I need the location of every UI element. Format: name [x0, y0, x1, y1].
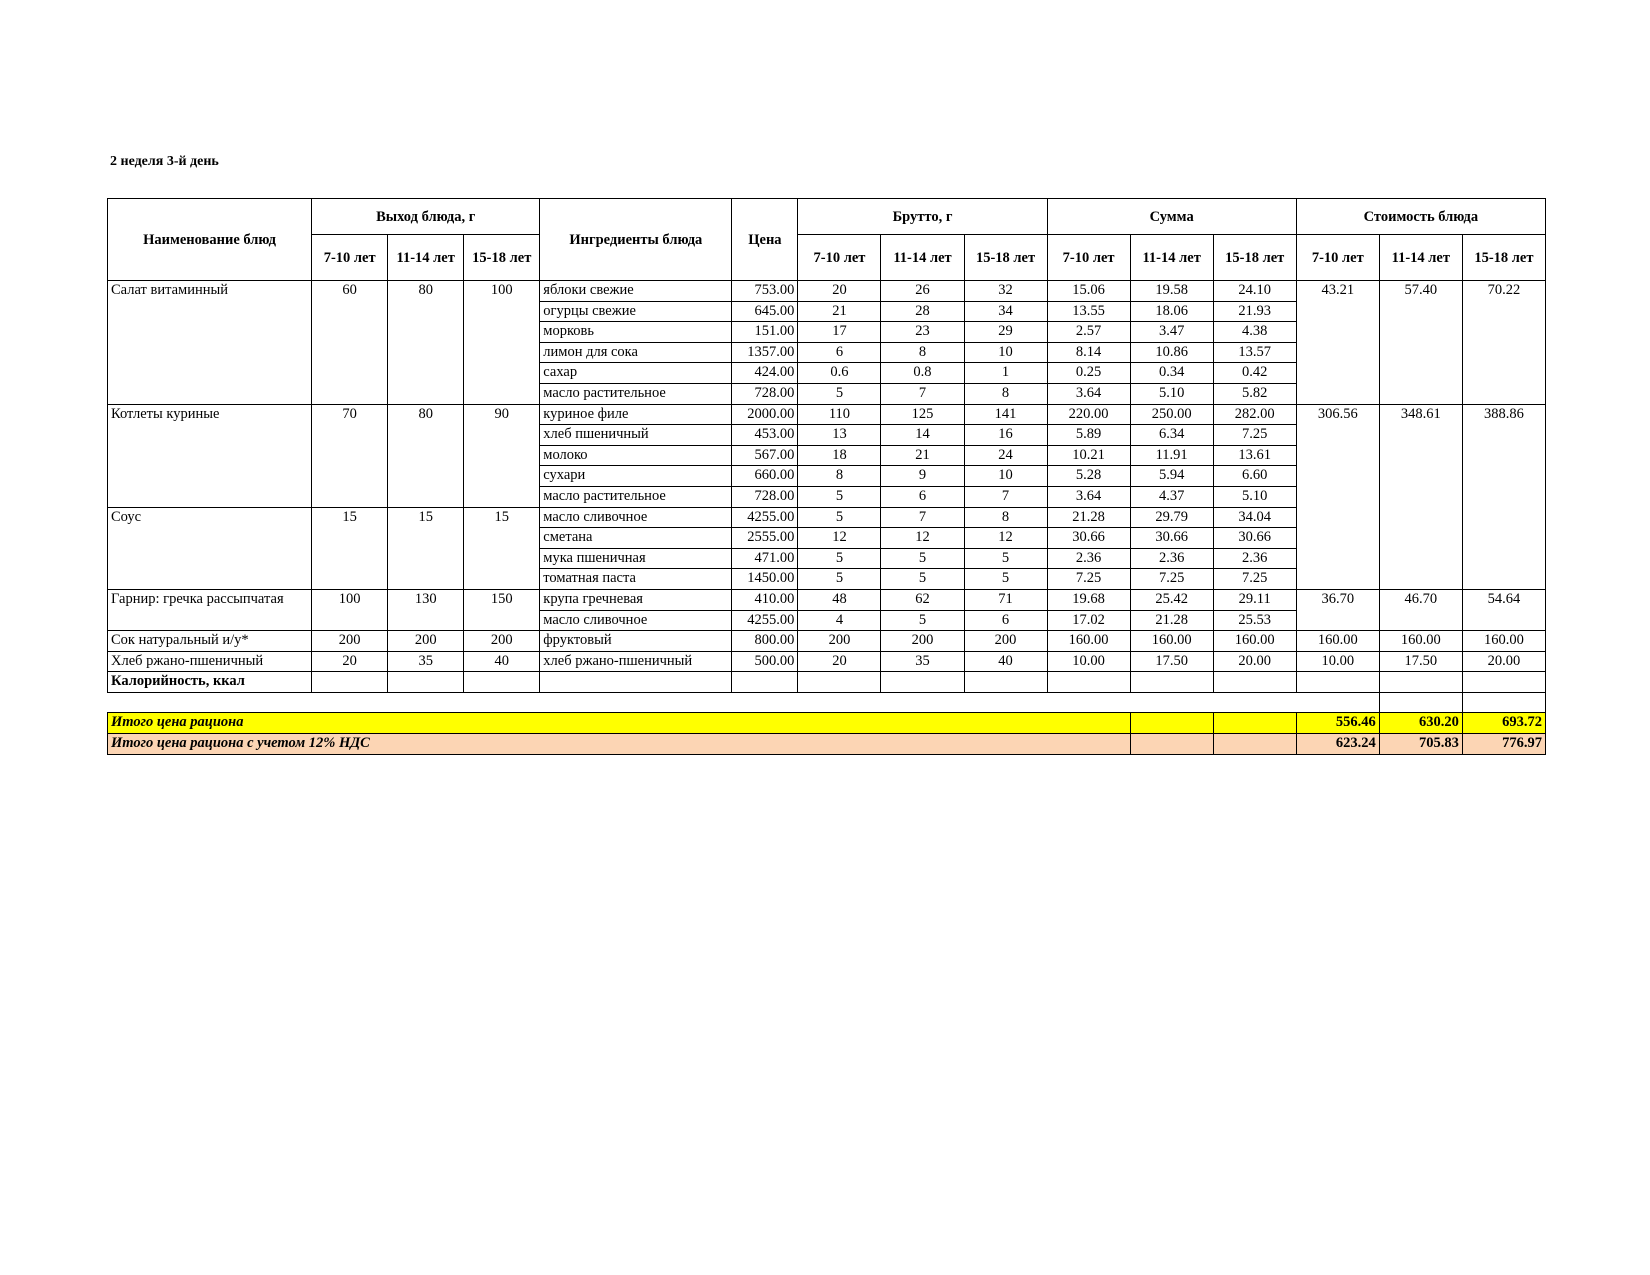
- ingredient-brutto: 32: [964, 281, 1047, 302]
- dish-output: 100: [464, 281, 540, 405]
- ingredient-brutto: 200: [964, 631, 1047, 652]
- dish-name: Хлеб ржано-пшеничный: [108, 651, 312, 672]
- dish-cost: 70.22: [1462, 281, 1545, 405]
- ingredient-brutto: 9: [881, 466, 964, 487]
- ingredient-price: 151.00: [732, 322, 798, 343]
- empty-cell: [1462, 692, 1545, 713]
- ingredient-name: огурцы свежие: [540, 301, 732, 322]
- empty-cell: [1130, 692, 1213, 713]
- ingredient-sum: 7.25: [1213, 569, 1296, 590]
- empty-cell: [1379, 672, 1462, 693]
- empty-cell: [312, 672, 388, 693]
- ingredient-brutto: 1: [964, 363, 1047, 384]
- ingredient-sum: 21.28: [1047, 507, 1130, 528]
- ingredient-brutto: 5: [881, 569, 964, 590]
- ingredient-brutto: 40: [964, 651, 1047, 672]
- ingredient-brutto: 16: [964, 425, 1047, 446]
- dish-output: 15: [464, 507, 540, 589]
- ingredient-brutto: 20: [798, 281, 881, 302]
- header-cost: Стоимость блюда: [1296, 199, 1545, 235]
- dish-name: Гарнир: гречка рассыпчатая: [108, 589, 312, 630]
- ingredient-brutto: 0.6: [798, 363, 881, 384]
- ingredient-price: 4255.00: [732, 507, 798, 528]
- ingredient-brutto: 200: [881, 631, 964, 652]
- dish-output: 60: [312, 281, 388, 405]
- ingredient-brutto: 62: [881, 589, 964, 610]
- ingredient-sum: 3.64: [1047, 383, 1130, 404]
- ingredient-sum: 8.14: [1047, 342, 1130, 363]
- dish-cost: 10.00: [1296, 651, 1379, 672]
- ingredient-price: 645.00: [732, 301, 798, 322]
- total-row: [108, 713, 1546, 734]
- ingredient-brutto: 34: [964, 301, 1047, 322]
- dish-cost: 36.70: [1296, 589, 1379, 630]
- ingredient-brutto: 5: [964, 569, 1047, 590]
- ingredient-name: масло сливочное: [540, 507, 732, 528]
- ingredient-sum: 160.00: [1213, 631, 1296, 652]
- total-value: 705.83: [1379, 734, 1462, 755]
- ingredient-sum: 30.66: [1047, 528, 1130, 549]
- header-age-cost: 15-18 лет: [1462, 235, 1545, 281]
- ingredient-brutto: 8: [964, 507, 1047, 528]
- dish-cost: 17.50: [1379, 651, 1462, 672]
- empty-cell: [1462, 672, 1545, 693]
- empty-cell: [540, 672, 732, 693]
- ingredient-sum: 2.36: [1130, 548, 1213, 569]
- ingredient-sum: 15.06: [1047, 281, 1130, 302]
- ingredient-sum: 24.10: [1213, 281, 1296, 302]
- header-age-output: 11-14 лет: [388, 235, 464, 281]
- ingredient-sum: 5.10: [1130, 383, 1213, 404]
- empty-cell: [1213, 734, 1296, 755]
- ingredient-price: 410.00: [732, 589, 798, 610]
- dish-output: 15: [388, 507, 464, 589]
- ingredient-sum: 25.42: [1130, 589, 1213, 610]
- ingredient-price: 1450.00: [732, 569, 798, 590]
- ingredient-sum: 250.00: [1130, 404, 1213, 425]
- empty-cell: [964, 672, 1047, 693]
- ingredient-name: крупа гречневая: [540, 589, 732, 610]
- ingredient-brutto: 8: [964, 383, 1047, 404]
- ingredient-sum: 3.47: [1130, 322, 1213, 343]
- ingredient-brutto: 21: [881, 445, 964, 466]
- dish-cost: 54.64: [1462, 589, 1545, 630]
- dish-cost: 388.86: [1462, 404, 1545, 589]
- ingredient-sum: 25.53: [1213, 610, 1296, 631]
- ingredient-sum: 30.66: [1130, 528, 1213, 549]
- ingredient-sum: 7.25: [1130, 569, 1213, 590]
- ingredient-brutto: 13: [798, 425, 881, 446]
- ingredient-brutto: 10: [964, 466, 1047, 487]
- ingredient-row: [108, 404, 1546, 425]
- ingredient-brutto: 12: [798, 528, 881, 549]
- empty-cell: [388, 692, 464, 713]
- dish-cost: 306.56: [1296, 404, 1379, 589]
- dish-output: 200: [464, 631, 540, 652]
- dish-output: 70: [312, 404, 388, 507]
- ingredient-name: масло растительное: [540, 383, 732, 404]
- ingredient-sum: 11.91: [1130, 445, 1213, 466]
- ingredient-brutto: 24: [964, 445, 1047, 466]
- ingredient-price: 567.00: [732, 445, 798, 466]
- empty-cell: [798, 692, 881, 713]
- ingredient-name: сахар: [540, 363, 732, 384]
- header-age-cost: 11-14 лет: [1379, 235, 1462, 281]
- empty-cell: [464, 672, 540, 693]
- ingredient-sum: 20.00: [1213, 651, 1296, 672]
- ingredient-brutto: 6: [964, 610, 1047, 631]
- dish-cost: 57.40: [1379, 281, 1462, 405]
- ingredient-sum: 34.04: [1213, 507, 1296, 528]
- dish-output: 130: [388, 589, 464, 630]
- ingredient-sum: 13.57: [1213, 342, 1296, 363]
- ingredient-brutto: 29: [964, 322, 1047, 343]
- ingredient-row: [108, 589, 1546, 610]
- ingredient-brutto: 12: [964, 528, 1047, 549]
- empty-cell: [312, 692, 388, 713]
- ingredient-brutto: 5: [964, 548, 1047, 569]
- ingredient-sum: 4.37: [1130, 486, 1213, 507]
- header-dish-name: Наименование блюд: [108, 199, 312, 281]
- empty-cell: [732, 692, 798, 713]
- ingredient-price: 728.00: [732, 383, 798, 404]
- ingredient-name: куриное филе: [540, 404, 732, 425]
- ingredient-sum: 10.00: [1047, 651, 1130, 672]
- dish-output: 90: [464, 404, 540, 507]
- ingredient-brutto: 10: [964, 342, 1047, 363]
- empty-cell: [108, 692, 312, 713]
- empty-cell: [732, 672, 798, 693]
- ingredient-brutto: 7: [964, 486, 1047, 507]
- ingredient-sum: 6.60: [1213, 466, 1296, 487]
- header-age-sum: 15-18 лет: [1213, 235, 1296, 281]
- ingredient-brutto: 71: [964, 589, 1047, 610]
- dish-output: 15: [312, 507, 388, 589]
- empty-cell: [798, 672, 881, 693]
- ingredient-sum: 2.57: [1047, 322, 1130, 343]
- ingredient-price: 1357.00: [732, 342, 798, 363]
- empty-cell: [881, 692, 964, 713]
- ingredient-brutto: 48: [798, 589, 881, 610]
- ingredient-row: [108, 281, 1546, 302]
- header-age-sum: 7-10 лет: [1047, 235, 1130, 281]
- ingredient-sum: 220.00: [1047, 404, 1130, 425]
- ingredient-row: [108, 651, 1546, 672]
- empty-cell: [1130, 672, 1213, 693]
- dish-name: Соус: [108, 507, 312, 589]
- dish-output: 80: [388, 404, 464, 507]
- ingredient-brutto: 26: [881, 281, 964, 302]
- ingredient-name: хлеб пшеничный: [540, 425, 732, 446]
- ingredient-sum: 21.28: [1130, 610, 1213, 631]
- ingredient-sum: 0.42: [1213, 363, 1296, 384]
- ingredient-brutto: 8: [798, 466, 881, 487]
- ingredient-brutto: 125: [881, 404, 964, 425]
- empty-cell: [1130, 713, 1213, 734]
- ingredient-name: масло растительное: [540, 486, 732, 507]
- dish-output: 20: [312, 651, 388, 672]
- ingredient-brutto: 7: [881, 507, 964, 528]
- ingredient-sum: 7.25: [1213, 425, 1296, 446]
- ingredient-brutto: 5: [798, 569, 881, 590]
- empty-cell: [1047, 672, 1130, 693]
- ingredient-sum: 19.68: [1047, 589, 1130, 610]
- dish-output: 150: [464, 589, 540, 630]
- ingredient-sum: 2.36: [1047, 548, 1130, 569]
- ingredient-sum: 17.50: [1130, 651, 1213, 672]
- header-ingredients: Ингредиенты блюда: [540, 199, 732, 281]
- ingredient-brutto: 200: [798, 631, 881, 652]
- ingredient-brutto: 141: [964, 404, 1047, 425]
- ingredient-price: 4255.00: [732, 610, 798, 631]
- ingredient-brutto: 23: [881, 322, 964, 343]
- ingredient-sum: 6.34: [1130, 425, 1213, 446]
- ingredient-price: 753.00: [732, 281, 798, 302]
- header-age-cost: 7-10 лет: [1296, 235, 1379, 281]
- calories-row: [108, 672, 1546, 693]
- ingredient-name: лимон для сока: [540, 342, 732, 363]
- ingredient-name: мука пшеничная: [540, 548, 732, 569]
- ingredient-name: молоко: [540, 445, 732, 466]
- total-value: 623.24: [1296, 734, 1379, 755]
- dish-name: Котлеты куриные: [108, 404, 312, 507]
- dish-cost: 348.61: [1379, 404, 1462, 589]
- ingredient-price: 2000.00: [732, 404, 798, 425]
- total-label: Итого цена рациона: [108, 713, 1131, 734]
- ingredient-brutto: 17: [798, 322, 881, 343]
- ingredient-sum: 21.93: [1213, 301, 1296, 322]
- total-label: Итого цена рациона с учетом 12% НДС: [108, 734, 1131, 755]
- ingredient-sum: 18.06: [1130, 301, 1213, 322]
- dish-output: 200: [388, 631, 464, 652]
- header-age-output: 7-10 лет: [312, 235, 388, 281]
- total-value: 630.20: [1379, 713, 1462, 734]
- empty-cell: [1296, 692, 1379, 713]
- dish-cost: 160.00: [1379, 631, 1462, 652]
- menu-cost-table: [107, 198, 1546, 755]
- ingredient-sum: 10.86: [1130, 342, 1213, 363]
- ingredient-row: [108, 631, 1546, 652]
- empty-cell: [881, 672, 964, 693]
- dish-cost: 43.21: [1296, 281, 1379, 405]
- header-age-brutto: 7-10 лет: [798, 235, 881, 281]
- ingredient-brutto: 7: [881, 383, 964, 404]
- ingredient-brutto: 6: [881, 486, 964, 507]
- empty-cell: [964, 692, 1047, 713]
- ingredient-brutto: 20: [798, 651, 881, 672]
- dish-cost: 160.00: [1462, 631, 1545, 652]
- ingredient-sum: 30.66: [1213, 528, 1296, 549]
- empty-cell: [1047, 692, 1130, 713]
- ingredient-brutto: 8: [881, 342, 964, 363]
- empty-cell: [1296, 672, 1379, 693]
- empty-cell: [388, 672, 464, 693]
- ingredient-sum: 0.34: [1130, 363, 1213, 384]
- ingredient-name: хлеб ржано-пшеничный: [540, 651, 732, 672]
- ingredient-name: фруктовый: [540, 631, 732, 652]
- empty-cell: [1213, 672, 1296, 693]
- dish-output: 100: [312, 589, 388, 630]
- ingredient-sum: 5.10: [1213, 486, 1296, 507]
- ingredient-name: масло сливочное: [540, 610, 732, 631]
- page-title: 2 неделя 3-й день: [110, 154, 219, 169]
- empty-cell: [1213, 713, 1296, 734]
- header-output: Выход блюда, г: [312, 199, 540, 235]
- ingredient-price: 500.00: [732, 651, 798, 672]
- ingredient-name: томатная паста: [540, 569, 732, 590]
- dish-output: 200: [312, 631, 388, 652]
- dish-cost: 160.00: [1296, 631, 1379, 652]
- ingredient-price: 728.00: [732, 486, 798, 507]
- total-row: [108, 734, 1546, 755]
- ingredient-sum: 282.00: [1213, 404, 1296, 425]
- calories-label: Калорийность, ккал: [108, 672, 312, 693]
- ingredient-sum: 160.00: [1047, 631, 1130, 652]
- ingredient-sum: 4.38: [1213, 322, 1296, 343]
- ingredient-sum: 17.02: [1047, 610, 1130, 631]
- ingredient-sum: 5.89: [1047, 425, 1130, 446]
- ingredient-sum: 29.11: [1213, 589, 1296, 610]
- ingredient-brutto: 35: [881, 651, 964, 672]
- ingredient-brutto: 110: [798, 404, 881, 425]
- ingredient-sum: 13.61: [1213, 445, 1296, 466]
- ingredient-brutto: 18: [798, 445, 881, 466]
- empty-cell: [464, 692, 540, 713]
- empty-cell: [1130, 734, 1213, 755]
- empty-cell: [540, 692, 732, 713]
- dish-name: Сок натуральный и/у*: [108, 631, 312, 652]
- total-value: 556.46: [1296, 713, 1379, 734]
- dish-cost: 20.00: [1462, 651, 1545, 672]
- header-age-brutto: 11-14 лет: [881, 235, 964, 281]
- ingredient-price: 453.00: [732, 425, 798, 446]
- dish-cost: 46.70: [1379, 589, 1462, 630]
- ingredient-price: 424.00: [732, 363, 798, 384]
- ingredient-brutto: 5: [881, 610, 964, 631]
- header-age-sum: 11-14 лет: [1130, 235, 1213, 281]
- ingredient-sum: 19.58: [1130, 281, 1213, 302]
- header-price: Цена: [732, 199, 798, 281]
- empty-cell: [1213, 692, 1296, 713]
- ingredient-price: 800.00: [732, 631, 798, 652]
- ingredient-brutto: 5: [798, 548, 881, 569]
- total-value: 776.97: [1462, 734, 1545, 755]
- ingredient-sum: 2.36: [1213, 548, 1296, 569]
- spacer-row: [108, 692, 1546, 713]
- ingredient-price: 2555.00: [732, 528, 798, 549]
- ingredient-name: морковь: [540, 322, 732, 343]
- ingredient-brutto: 12: [881, 528, 964, 549]
- dish-output: 80: [388, 281, 464, 405]
- ingredient-name: сметана: [540, 528, 732, 549]
- header-brutto: Брутто, г: [798, 199, 1047, 235]
- ingredient-brutto: 5: [881, 548, 964, 569]
- ingredient-price: 471.00: [732, 548, 798, 569]
- header-age-output: 15-18 лет: [464, 235, 540, 281]
- ingredient-sum: 7.25: [1047, 569, 1130, 590]
- ingredient-sum: 0.25: [1047, 363, 1130, 384]
- ingredient-brutto: 5: [798, 507, 881, 528]
- ingredient-brutto: 14: [881, 425, 964, 446]
- dish-output: 40: [464, 651, 540, 672]
- ingredient-name: яблоки свежие: [540, 281, 732, 302]
- ingredient-brutto: 6: [798, 342, 881, 363]
- ingredient-brutto: 0.8: [881, 363, 964, 384]
- total-value: 693.72: [1462, 713, 1545, 734]
- empty-cell: [1379, 692, 1462, 713]
- header-sum: Сумма: [1047, 199, 1296, 235]
- ingredient-sum: 3.64: [1047, 486, 1130, 507]
- ingredient-brutto: 5: [798, 383, 881, 404]
- ingredient-sum: 10.21: [1047, 445, 1130, 466]
- ingredient-brutto: 4: [798, 610, 881, 631]
- ingredient-sum: 5.28: [1047, 466, 1130, 487]
- ingredient-sum: 13.55: [1047, 301, 1130, 322]
- dish-output: 35: [388, 651, 464, 672]
- ingredient-price: 660.00: [732, 466, 798, 487]
- ingredient-sum: 160.00: [1130, 631, 1213, 652]
- header-age-brutto: 15-18 лет: [964, 235, 1047, 281]
- ingredient-name: сухари: [540, 466, 732, 487]
- ingredient-sum: 5.82: [1213, 383, 1296, 404]
- ingredient-brutto: 5: [798, 486, 881, 507]
- ingredient-brutto: 28: [881, 301, 964, 322]
- ingredient-sum: 5.94: [1130, 466, 1213, 487]
- ingredient-sum: 29.79: [1130, 507, 1213, 528]
- ingredient-brutto: 21: [798, 301, 881, 322]
- dish-name: Салат витаминный: [108, 281, 312, 405]
